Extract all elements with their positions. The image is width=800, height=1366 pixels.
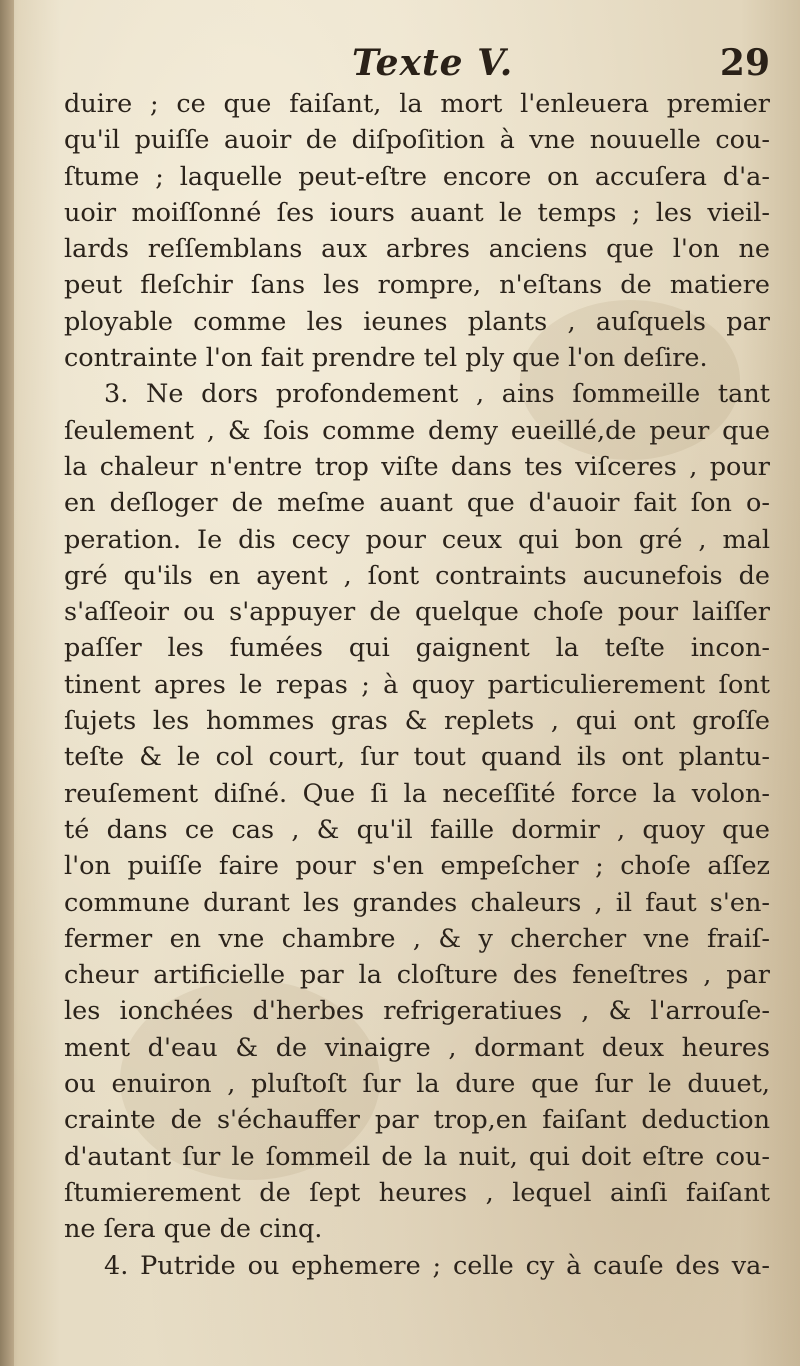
- text-line: crainte de s'échauffer par trop,en faiſant deduction: [64, 1105, 770, 1136]
- text-line: les ionchées d'herbes refrigeratiues , & l'arrouſe-: [64, 996, 770, 1027]
- text-line: uoir moiſſonné ſes iours auant le temps ; les vieil-: [64, 197, 770, 228]
- text-line: lards reſſemblans aux arbres anciens que l'on ne: [64, 234, 770, 265]
- text-line: tinent apres le repas ; à quoy particulierement ſont: [64, 669, 770, 700]
- text-line: peut fleſchir ſans les rompre, n'eſtans de matiere: [64, 270, 770, 301]
- text-line: s'aſſeoir ou s'appuyer de quelque choſe pour laiſſer: [64, 597, 770, 628]
- text-line: ployable comme les ieunes plants , auſquels par: [64, 306, 770, 337]
- text-line: gré qu'ils en ayent , ſont contraints aucunefois de: [64, 560, 770, 591]
- text-line: ment d'eau & de vinaigre , dormant deux heures: [64, 1032, 770, 1063]
- text-line: d'autant ſur le ſommeil de la nuit, qui doit eſtre cou-: [64, 1141, 770, 1172]
- page-number: 29: [719, 42, 770, 84]
- text-line: ou enuiron , pluſtoſt ſur la dure que ſur le duuet,: [64, 1069, 770, 1100]
- running-title: Texte V.: [352, 42, 514, 84]
- text-line: teſte & le col court, ſur tout quand ils ont plantu-: [64, 742, 770, 773]
- text-line: cheur artificielle par la cloſture des feneſtres , par: [64, 960, 770, 991]
- paragraph-start-line: 4. Putride ou ephemere ; celle cy à cauſe des va-: [104, 1250, 770, 1281]
- text-line: en deſloger de meſme auant que d'auoir fait ſon o-: [64, 488, 770, 519]
- text-line: ſtume ; laquelle peut-eſtre encore on accuſera d'a-: [64, 161, 770, 192]
- text-line: l'on puiſſe faire pour s'en empeſcher ; choſe aſſez: [64, 851, 770, 882]
- text-line: contrainte l'on fait prendre tel ply que l'on deſire.: [64, 343, 708, 374]
- text-line: peration. Ie dis cecy pour ceux qui bon gré , mal: [64, 524, 770, 555]
- text-line: paſſer les fumées qui gaignent la teſte incon-: [64, 633, 770, 664]
- text-line: commune durant les grandes chaleurs , il faut s'en-: [64, 887, 770, 918]
- page-gutter-edge: [0, 0, 14, 1366]
- body-text: [64, 86, 770, 1284]
- text-line: ſujets les hommes gras & replets , qui ont groſſe: [64, 706, 770, 737]
- text-line: ſtumierement de ſept heures , lequel ainſi faiſant: [64, 1177, 770, 1208]
- text-line: ſeulement , & ſois comme demy eueillé,de peur que: [64, 415, 770, 446]
- text-line: reuſement diſné. Que ſi la neceſſité force la volon-: [64, 778, 770, 809]
- paragraph-start-line: 3. Ne dors profondement , ains ſommeille tant: [104, 379, 770, 410]
- text-line: ne ſera que de cinq.: [64, 1214, 323, 1245]
- text-line: la chaleur n'entre trop viſte dans tes viſceres , pour: [64, 451, 770, 482]
- text-line: té dans ce cas , & qu'il faille dormir , quoy que: [64, 814, 770, 845]
- text-line: fermer en vne chambre , & y chercher vne fraiſ-: [64, 923, 770, 954]
- text-line: qu'il puiſſe auoir de diſpoſition à vne nouuelle cou-: [64, 125, 770, 156]
- page-header: [0, 38, 800, 92]
- text-line: duire ; ce que faiſant, la mort l'enleuera premier: [64, 89, 770, 119]
